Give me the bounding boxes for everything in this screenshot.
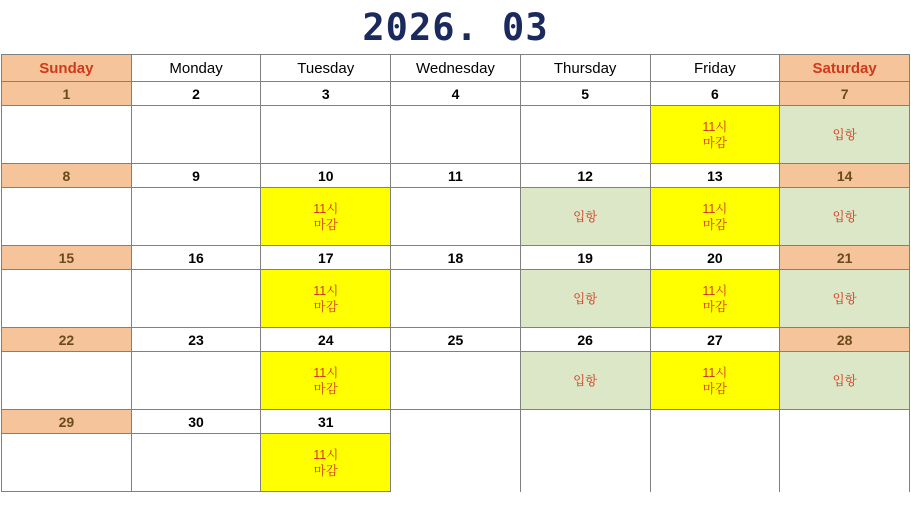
day-number-cell[interactable]: 15 [2,246,132,270]
event-label-line1: 11시 [702,283,728,298]
day-number-cell[interactable]: 17 [261,246,391,270]
event-label-line2: 마감 [313,381,338,396]
day-event-row [2,188,910,246]
weekday-header-friday: Friday [650,55,780,82]
event-cell-deadline[interactable] [650,270,780,328]
day-number-cell[interactable]: 1 [2,82,132,106]
day-number-cell[interactable]: 4 [391,82,521,106]
event-label-line1: 입항 [832,373,857,388]
event-label-line2: 마감 [702,135,727,150]
day-number-cell[interactable]: 2 [131,82,261,106]
event-label-line1: 입항 [573,373,598,388]
event-cell-blank [520,106,650,164]
day-number-cell[interactable]: 7 [780,82,910,106]
event-label-line1: 입항 [573,209,598,224]
event-cell-blank [2,434,132,492]
event-label-line1: 11시 [702,365,728,380]
day-number-row [2,164,910,188]
day-number-cell[interactable]: 27 [650,328,780,352]
day-number-cell[interactable]: 14 [780,164,910,188]
day-number-cell[interactable]: 19 [520,246,650,270]
weekday-header-sunday: Sunday [2,55,132,82]
page-title: 2026. 03 [362,6,549,49]
event-cell-arrival[interactable] [520,352,650,410]
day-cell-empty [650,410,780,434]
event-label-line2: 마감 [313,463,338,478]
calendar-table [1,54,910,492]
event-label-line1: 11시 [313,365,339,380]
day-cell-empty [520,410,650,434]
event-cell-blank [131,106,261,164]
day-number-cell[interactable]: 25 [391,328,521,352]
day-cell-empty [780,410,910,434]
weekday-header-monday: Monday [131,55,261,82]
day-number-cell[interactable]: 23 [131,328,261,352]
day-number-cell[interactable]: 11 [391,164,521,188]
day-number-row [2,328,910,352]
day-number-cell[interactable]: 24 [261,328,391,352]
event-label-line1: 11시 [313,447,339,462]
event-label-line1: 11시 [702,201,728,216]
weekday-header-tuesday: Tuesday [261,55,391,82]
day-number-cell[interactable]: 20 [650,246,780,270]
day-number-cell[interactable]: 26 [520,328,650,352]
event-cell-blank [131,270,261,328]
event-cell-blank [2,188,132,246]
day-number-cell[interactable]: 6 [650,82,780,106]
event-label-line2: 마감 [702,299,727,314]
event-cell-arrival[interactable] [780,106,910,164]
day-number-cell[interactable]: 31 [261,410,391,434]
event-cell-blank [131,434,261,492]
day-number-cell[interactable]: 3 [261,82,391,106]
event-cell-arrival[interactable] [780,270,910,328]
day-number-cell[interactable]: 16 [131,246,261,270]
day-number-cell[interactable]: 29 [2,410,132,434]
event-cell-blank [391,188,521,246]
day-number-cell[interactable]: 13 [650,164,780,188]
day-number-cell[interactable]: 12 [520,164,650,188]
event-label-line2: 마감 [313,217,338,232]
event-label-line1: 입항 [573,291,598,306]
event-label-line1: 입항 [832,291,857,306]
event-cell-blank [391,352,521,410]
weekday-header-wednesday: Wednesday [391,55,521,82]
event-cell-arrival[interactable] [780,188,910,246]
event-cell-deadline[interactable] [650,352,780,410]
event-cell-arrival[interactable] [520,270,650,328]
day-number-cell[interactable]: 18 [391,246,521,270]
event-cell-blank [131,188,261,246]
event-label-line1: 11시 [702,119,728,134]
event-cell-blank [2,352,132,410]
event-label-line1: 입항 [832,209,857,224]
event-cell-empty [520,434,650,492]
weekday-header-saturday: Saturday [780,55,910,82]
weekday-header-row [2,55,910,82]
event-cell-blank [2,270,132,328]
day-number-cell[interactable]: 5 [520,82,650,106]
event-cell-empty [780,434,910,492]
event-cell-blank [391,270,521,328]
day-cell-empty [391,410,521,434]
day-number-cell[interactable]: 22 [2,328,132,352]
event-label-line1: 11시 [313,201,339,216]
day-event-row [2,106,910,164]
day-event-row [2,434,910,492]
event-label-line2: 마감 [702,381,727,396]
day-number-cell[interactable]: 28 [780,328,910,352]
day-number-cell[interactable]: 10 [261,164,391,188]
event-cell-blank [2,106,132,164]
day-number-cell[interactable]: 9 [131,164,261,188]
event-cell-blank [261,106,391,164]
event-label-line1: 11시 [313,283,339,298]
day-number-cell[interactable]: 21 [780,246,910,270]
event-cell-blank [131,352,261,410]
event-cell-empty [391,434,521,492]
event-cell-deadline[interactable] [261,434,391,492]
event-cell-arrival[interactable] [780,352,910,410]
event-cell-deadline[interactable] [261,352,391,410]
event-cell-deadline[interactable] [261,270,391,328]
event-cell-arrival[interactable] [520,188,650,246]
day-number-cell[interactable]: 30 [131,410,261,434]
day-number-row [2,246,910,270]
day-number-cell[interactable]: 8 [2,164,132,188]
event-cell-deadline[interactable] [261,188,391,246]
day-event-row [2,352,910,410]
weekday-header-thursday: Thursday [520,55,650,82]
event-cell-empty [650,434,780,492]
event-label-line1: 입항 [832,127,857,142]
event-cell-blank [391,106,521,164]
event-label-line2: 마감 [702,217,727,232]
day-event-row [2,270,910,328]
event-cell-deadline[interactable] [650,106,780,164]
event-cell-deadline[interactable] [650,188,780,246]
day-number-row [2,410,910,434]
event-label-line2: 마감 [313,299,338,314]
day-number-row [2,82,910,106]
